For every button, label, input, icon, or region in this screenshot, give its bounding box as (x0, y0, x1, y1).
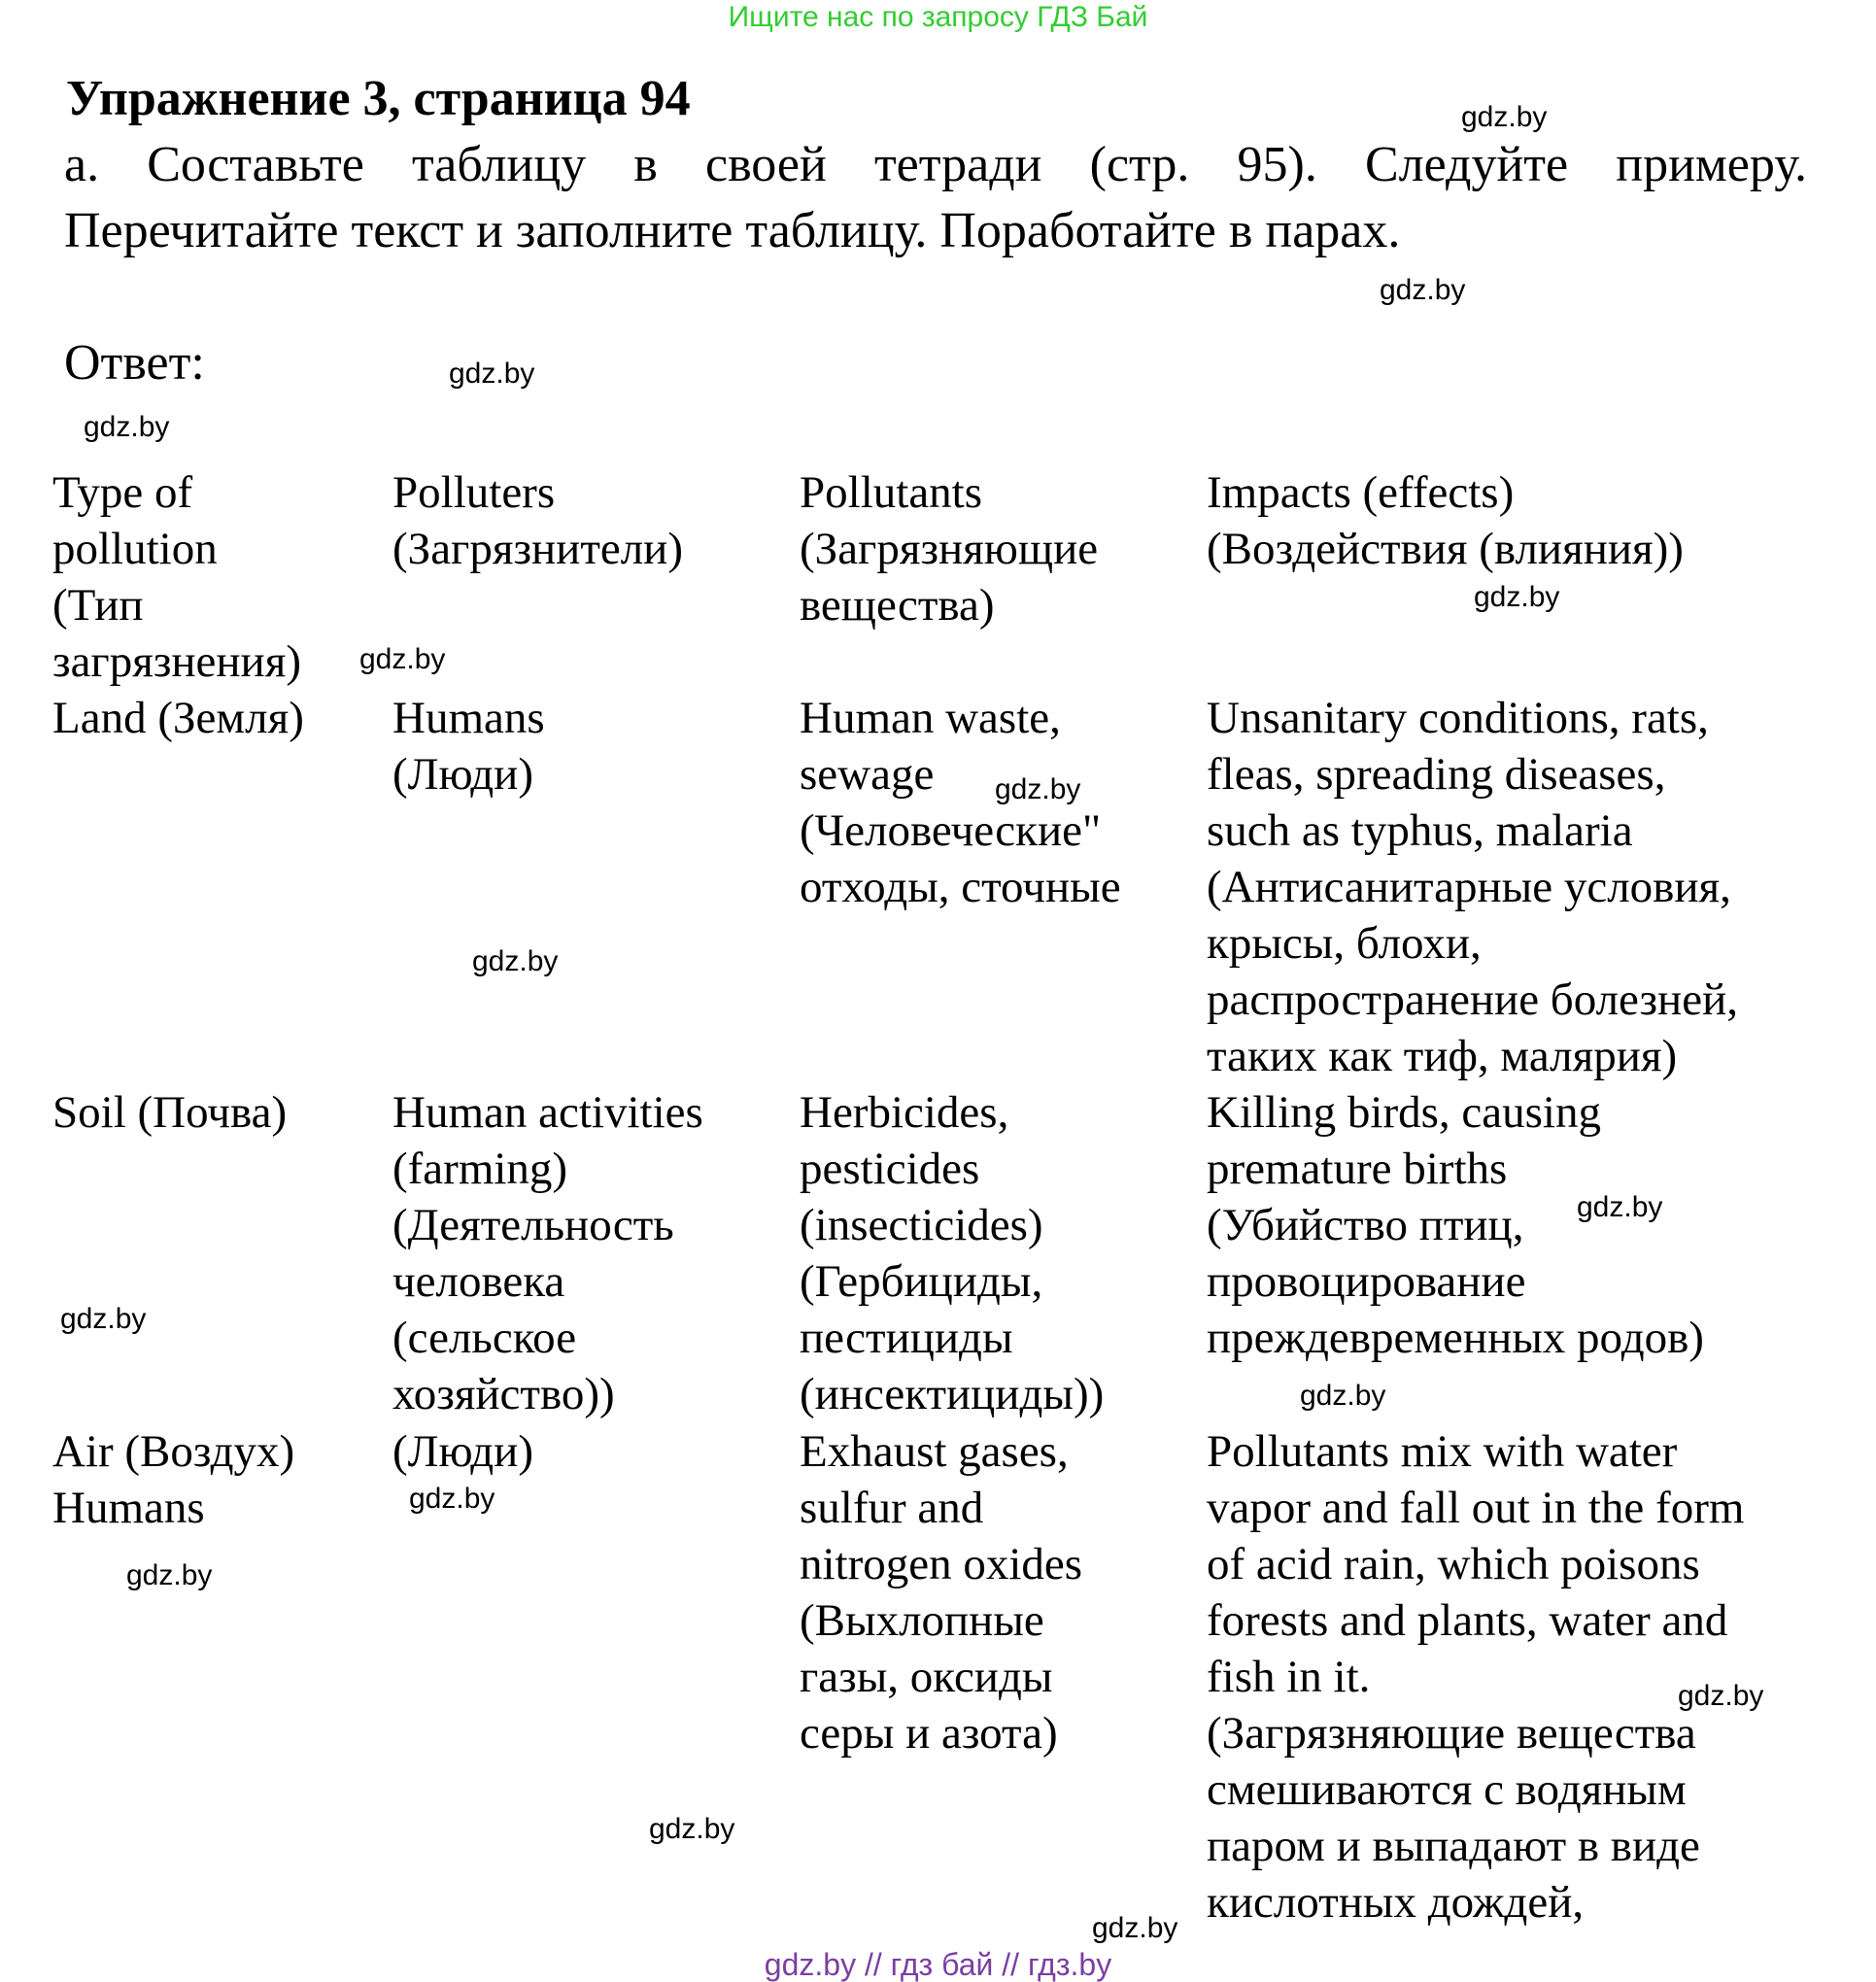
watermark: gdz.by (1092, 1912, 1178, 1944)
watermark: gdz.by (449, 358, 535, 390)
table-cell-impacts: Pollutants mix with water vapor and fall out in the form of acid rain, which poisons forests and plants, water and fish in it. (Загрязняющие вещества смешиваются с водяным паром и выпадают в виде кислотных дождей, (1207, 1426, 1745, 1928)
task-line-1: а. Составьте таблицу в своей тетради (стр. 95). Следуйте примеру. (64, 137, 1807, 192)
watermark: gdz.by (1300, 1380, 1386, 1412)
table-cell-polluters: Humans (Люди) (392, 693, 545, 800)
answer-label: Ответ: (64, 335, 205, 391)
watermark: gdz.by (1380, 274, 1466, 306)
table-cell-pollutants: Human waste, sewage (Человеческие" отходы, сточные (800, 693, 1121, 912)
watermark: gdz.by (1461, 101, 1548, 133)
table-header-pollutants: Pollutants (Загрязняющие вещества) (800, 467, 1099, 631)
task-line-2: Перечитайте текст и заполните таблицу. Поработайте в парах. (64, 203, 1401, 258)
watermark: gdz.by (649, 1813, 735, 1845)
table-cell-impacts: Killing birds, causing premature births (Убийство птиц, провоцирование преждевременных родов) (1207, 1087, 1704, 1363)
watermark: gdz.by (1474, 581, 1560, 613)
task-text (64, 132, 1807, 264)
watermark: gdz.by (126, 1559, 213, 1591)
table-cell-polluters: Human activities (farming) (Деятельность человека (сельское хозяйство)) (392, 1087, 703, 1419)
watermark: gdz.by (472, 945, 559, 977)
table-header-impacts: Impacts (effects) (Воздействия (влияния)) (1207, 467, 1684, 574)
table-cell-pollutants: Exhaust gases, sulfur and nitrogen oxides (Выхлопные газы, оксиды серы и азота) (800, 1426, 1083, 1759)
watermark: gdz.by (359, 643, 446, 675)
table-cell-impacts: Unsanitary conditions, rats, fleas, spreading diseases, such as typhus, malaria (Антисанитарные условия, крысы, блохи, распространение болезней, таких как тиф, малярия) (1207, 693, 1738, 1081)
site-banner: Ищите нас по запросу ГДЗ Бай (728, 1, 1148, 33)
table-cell-polluters: (Люди) (392, 1426, 533, 1477)
site-footer: gdz.by // гдз бай // гдз.by (764, 1947, 1112, 1982)
watermark: gdz.by (60, 1303, 147, 1335)
table-cell-pollutants: Herbicides, pesticides (insecticides) (Гербициды, пестициды (инсектициды)) (800, 1087, 1105, 1419)
watermark: gdz.by (409, 1483, 495, 1515)
exercise-title: Упражнение 3, страница 94 (66, 71, 691, 126)
watermark: gdz.by (84, 411, 170, 443)
watermark: gdz.by (995, 773, 1081, 805)
table-cell-type: Land (Земля) (52, 693, 304, 743)
table-cell-type: Air (Воздух) Humans (52, 1426, 295, 1533)
watermark: gdz.by (1678, 1680, 1764, 1712)
table-header-polluters: Polluters (Загрязнители) (392, 467, 683, 574)
table-cell-type: Soil (Почва) (52, 1087, 288, 1138)
table-header-type: Type of pollution (Тип загрязнения) (52, 467, 301, 687)
watermark: gdz.by (1577, 1191, 1663, 1223)
